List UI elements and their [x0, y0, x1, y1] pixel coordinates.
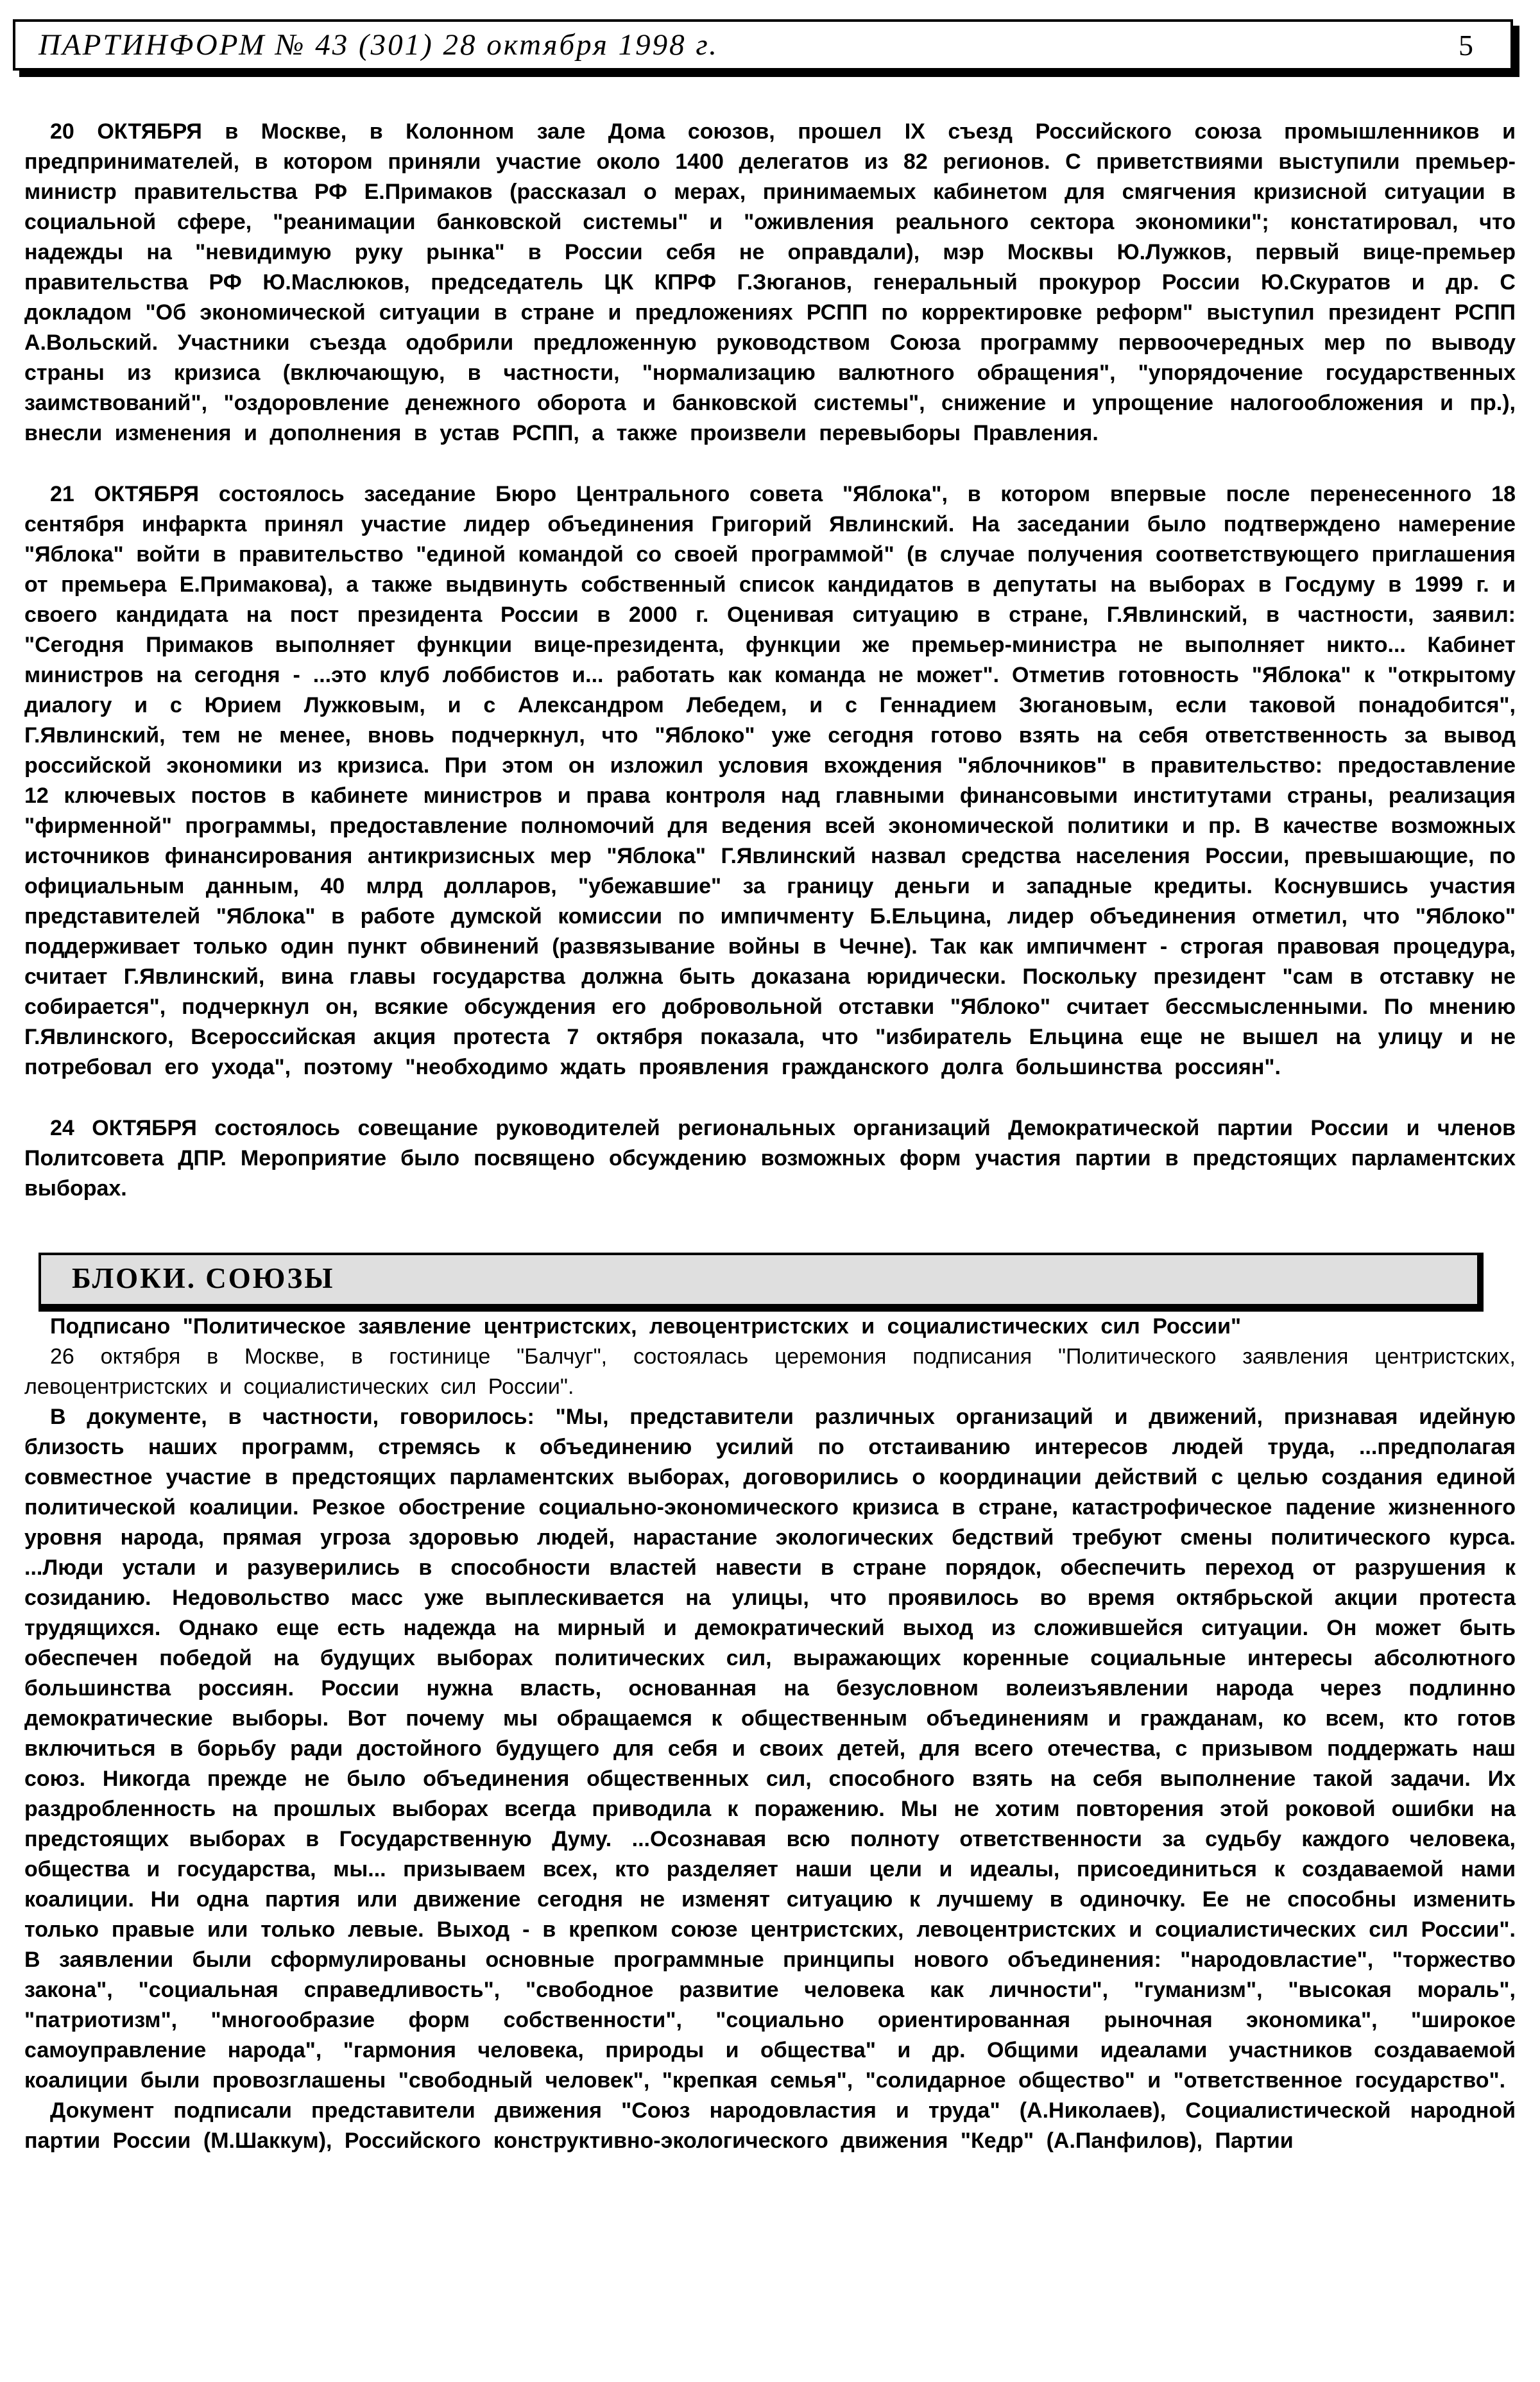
section-header-label: БЛОКИ. СОЮЗЫ	[72, 1262, 335, 1294]
article-signatories: Документ подписали представители движения "Союз народовластия и труда" (А.Николаев), Социалистической народной партии России (М.Шаккум), Российского конструктивно-экологического движения "Кедр" (А.Панфилов), Партии	[24, 2098, 1516, 2153]
article-body: В документе, в частности, говорилось: "Мы, представители различных организаций и движений, признавая идейную близость наших программ, стремясь к объединению усилий по отстаиванию интересов людей труда, ...предполагая совместное участие в предстоящих парламентских выборах, договорились о координации действий с целью создания единой политической коалиции. Резкое обострение социально-экономического кризиса в стране, катастрофическое падение жизненного уровня народа, прямая угроза здоровью людей, нарастание экологических бедствий требуют смены политического курса. ...Люди устали и разуверились в способности властей навести в стране порядок, обеспечить переход от разрушения к созиданию. Недовольство масс уже выплескивается на улицы, что проявилось во время октябрьской акции протеста трудящихся. Однако еще есть надежда на мирный и демократический выход из сложившейся ситуации. Он может быть обеспечен победой на будущих выборах политических сил, выражающих коренные социальные интересы абсолютного большинства россиян. России нужна власть, основанная на безусловном волеизъявлении народа через подлинно демократические выборы. Вот почему мы обращаемся к общественным объединениям и гражданам, ко всем, кто готов включиться в борьбу ради достойного будущего для себя и своих детей, для всего отечества, с призывом поддержать наш союз. Никогда прежде не было объединения общественных сил, способного взять на себя выполнение такой задачи. Их раздробленность на прошлых выборах всегда приводила к поражению. Мы не хотим повторения этой роковой ошибки на предстоящих выборах в Государственную Думу. ...Осознавая всю полноту ответственности за судьбу каждого человека, общества и государства, мы... призываем всех, кто разделяет наши цели и идеалы, присоединиться к создаваемой нами коалиции. Ни одна партия или движение сегодня не изменят ситуацию к лучшему в одиночку. Ее не способны изменить только правые или только левые. Выход - в крепком союзе центристских, левоцентристских и социалистических сил России". В заявлении были сформулированы основные программные принципы нового объединения: "народовластие", "торжество закона", "социальная справедливость", "свободное развитие человека как личности", "гуманизм", "высокая мораль", "патриотизм", "многообразие форм собственности", "социально ориентированная рыночная экономика", "широкое самоуправление народа", "гармония человека, природы и общества" и др. Общими идеалами участников создаваемой коалиции были провозглашены "свободный человек", "крепкая семья", "солидарное общество" и "ответственное государство".	[24, 1405, 1516, 2093]
masthead-title: ПАРТИНФОРМ № 43 (301) 28 октября 1998 г.	[38, 28, 719, 62]
article-lead: 26 октября в Москве, в гостинице "Балчуг", состоялась церемония подписания "Политического заявления центристских, левоцентристских и социалистических сил России".	[24, 1344, 1516, 1399]
news-digest	[24, 117, 1516, 1235]
news-item-24-october: 24 ОКТЯБРЯ состоялось совещание руководителей региональных организаций Демократической партии России и членов Политсовета ДПР. Мероприятие было посвящено обсуждению возможных форм участия партии в предстоящих парламентских выборах.	[24, 1116, 1516, 1201]
news-item-20-october: 20 ОКТЯБРЯ в Москве, в Колонном зале Дома союзов, прошел IX съезд Российского союза промышленников и предпринимателей, в котором приняли участие около 1400 делегатов из 82 регионов. С приветствиями выступили премьер-министр правительства РФ Е.Примаков (рассказал о мерах, принимаемых кабинетом для смягчения кризисной ситуации в социальной сфере, "реанимации банковской системы" и "оживления реального сектора экономики"; констатировал, что надежды на "невидимую руку рынка" в России себя не оправдали), мэр Москвы Ю.Лужков, первый вице-премьер правительства РФ Ю.Маслюков, председатель ЦК КПРФ Г.Зюганов, генеральный прокурор России Ю.Скуратов и др. С докладом "Об экономической ситуации в стране и предложениях РСПП по корректировке реформ" выступил президент РСПП А.Вольский. Участники съезда одобрили предложенную руководством Союза программу первоочередных мер по выводу страны из кризиса (включающую, в частности, "нормализацию валютного обращения", "упорядочение государственных заимствований", "оздоровление денежного оборота и банковской системы", снижение и упрощение налогообложения и пр.), внесли изменения и дополнения в устав РСПП, а также произвели перевыборы Правления.	[24, 119, 1516, 445]
section-header-banner	[38, 1253, 1484, 1312]
page-number: 5	[1459, 28, 1473, 62]
section-blocs-unions	[24, 1253, 1516, 2156]
article-title: Подписано "Политическое заявление центристских, левоцентристских и социалистических сил России"	[50, 1314, 1242, 1339]
news-item-21-october: 21 ОКТЯБРЯ состоялось заседание Бюро Центрального совета "Яблока", в котором впервые после перенесенного 18 сентября инфаркта принял участие лидер объединения Григорий Явлинский. На заседании было подтверждено намерение "Яблока" войти в правительство "единой командой со своей программой" (в случае получения соответствующего приглашения от премьера Е.Примакова), а также выдвинуть собственный список кандидатов в депутаты на выборах в Госдуму в 1999 г. и своего кандидата на пост президента России в 2000 г. Оценивая ситуацию в стране, Г.Явлинский, в частности, заявил: "Сегодня Примаков выполняет функции вице-президента, функции же премьер-министра не выполняет никто... Кабинет министров на сегодня - ...это клуб лоббистов и... работать как команда не может". Отметив готовность "Яблока" к "открытому диалогу и с Юрием Лужковым, и с Александром Лебедем, и с Геннадием Зюгановым, если таковой понадобится", Г.Явлинский, тем не менее, вновь подчеркнул, что "Яблоко" уже сегодня готово взять на себя ответственность за вывод российской экономики из кризиса. При этом он изложил условия вхождения "яблочников" в правительство: предоставление 12 ключевых постов в кабинете министров и права контроля над главными финансовыми институтами страны, реализация "фирменной" программы, предоставление полномочий для ведения всей экономической политики и пр. В качестве возможных источников финансирования антикризисных мер "Яблока" Г.Явлинский назвал средства населения России, превышающие, по официальным данным, 40 млрд долларов, "убежавшие" за границу деньги и западные кредиты. Коснувшись участия представителей "Яблока" в работе думской комиссии по импичменту Б.Ельцина, лидер объединения отметил, что "Яблоко" поддерживает только один пункт обвинений (развязывание войны в Чечне). Так как импичмент - строгая правовая процедура, считает Г.Явлинский, вина главы государства должна быть доказана юридически. Поскольку президент "сам в отставку не собирается", подчеркнул он, всякие обсуждения его добровольной отставки "Яблоко" считает бессмысленными. По мнению Г.Явлинского, Всероссийская акция протеста 7 октября показала, что "избиратель Ельцина еще не вышел на улицу и не потребовал его ухода", поэтому "необходимо ждать проявления гражданского долга большинства россиян".	[24, 482, 1516, 1079]
masthead	[13, 19, 1513, 71]
